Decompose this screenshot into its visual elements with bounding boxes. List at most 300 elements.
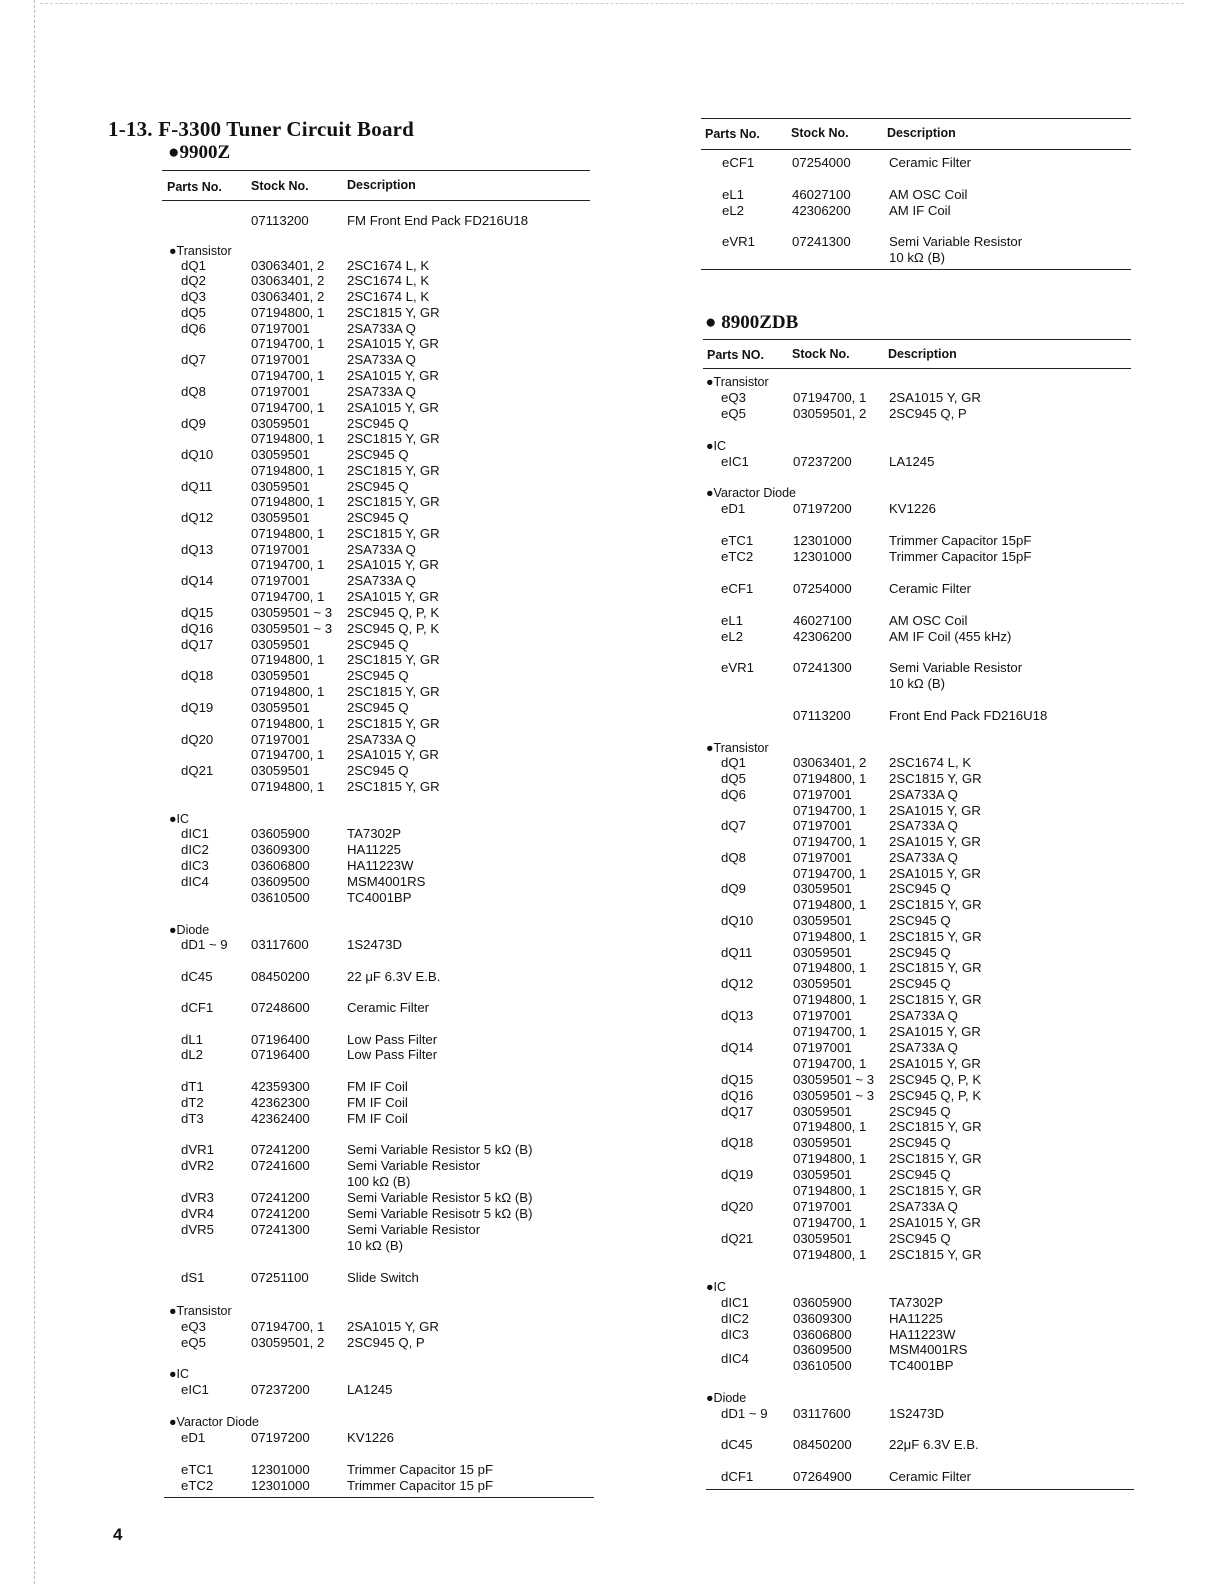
right-col-description: Description [888,347,957,361]
table-row [703,913,1131,929]
stock-no-cell: 07194800, 1 [793,929,867,944]
stock-no-cell: 03059501 [251,700,310,715]
table-row [703,1088,1131,1104]
description-cell: 2SC1815 Y, GR [889,1119,982,1134]
part-no-cell: dD1 ~ 9 [721,1406,768,1421]
table-row [162,526,590,542]
description-cell: 2SC1815 Y, GR [889,960,982,975]
table-row [162,305,590,321]
part-no-cell: dQ13 [721,1008,754,1023]
description-cell: 2SA1015 Y, GR [347,400,439,415]
description-cell: Front End Pack FD216U18 [889,708,1048,723]
description-cell: TA7302P [889,1295,944,1310]
part-no-cell: eL2 [722,203,745,218]
part-no-cell: eTC2 [721,549,754,564]
description-cell: 2SC945 Q [889,945,951,960]
stock-no-cell: 03117600 [251,937,309,952]
description-cell: Low Pass Filter [347,1032,438,1047]
stock-no-cell: 42306200 [792,203,851,218]
part-no-cell: dQ6 [181,321,206,336]
table-row [162,400,590,416]
right-top-end-rule [701,269,1131,270]
stock-no-cell: 03059501 [251,416,310,431]
stock-no-cell: 03059501 [793,1104,852,1119]
description-cell: 2SA733A Q [889,1008,958,1023]
table-row [703,1024,1131,1040]
part-no-cell: dQ9 [181,416,206,431]
description-cell: 10 kΩ (B) [889,676,946,691]
part-no-cell: dIC4 [721,1351,749,1366]
table-row [162,716,590,732]
group-heading: ●Diode [169,923,210,937]
part-no-cell: dVR5 [181,1222,214,1237]
part-no-cell: dCF1 [721,1469,754,1484]
part-no-cell: eVR1 [721,660,754,675]
table-row [703,1199,1131,1215]
table-row [701,234,1131,250]
table-row [162,652,590,668]
part-no-cell: dIC2 [181,842,209,857]
stock-no-cell: 07241300 [792,234,851,249]
stock-no-cell: 07194700, 1 [251,589,325,604]
part-no-cell: dQ7 [721,818,746,833]
stock-no-cell: 03609500 [251,874,310,889]
description-cell: 2SA733A Q [347,732,416,747]
stock-no-cell: 07194700, 1 [251,336,325,351]
stock-no-cell: 07194700, 1 [793,1024,867,1039]
stock-no-cell: 07194700, 1 [793,866,867,881]
right-header-bottom-rule [703,368,1131,369]
description-cell: 2SC945 Q [347,700,409,715]
stock-no-cell: 08450200 [793,1437,852,1452]
table-row [162,668,590,684]
left-header-top-rule [162,170,590,171]
stock-no-cell: 03059501 ~ 3 [793,1072,875,1087]
table-row [162,621,590,637]
stock-no-cell: 07194700, 1 [793,390,867,405]
table-row [703,1183,1131,1199]
description-cell: 2SA1015 Y, GR [347,368,439,383]
stock-no-cell: 07194700, 1 [251,747,325,762]
table-row [162,368,590,384]
table-row [162,732,590,748]
stock-no-cell: 07194700, 1 [251,400,325,415]
table-row [703,803,1131,819]
description-cell: TC4001BP [347,890,412,905]
stock-no-cell: 07197001 [793,787,852,802]
part-no-cell: dL1 [181,1032,204,1047]
description-cell: 2SC945 Q [347,763,409,778]
table-row [703,992,1131,1008]
description-cell: 2SC945 Q [889,1231,951,1246]
part-no-cell: eD1 [721,501,746,516]
part-no-cell: dQ1 [181,258,206,273]
description-cell: Semi Variable Resistor [889,234,1023,249]
stock-no-cell: 07251100 [251,1270,309,1285]
description-cell: 2SC945 Q [889,881,951,896]
stock-no-cell: 07197001 [251,542,310,557]
table-row [162,431,590,447]
part-no-cell: dQ18 [721,1135,754,1150]
right-top-header-bottom-rule [701,149,1131,150]
page-top-edge [40,3,1184,4]
description-cell: 2SC1815 Y, GR [347,494,440,509]
part-no-cell: dC45 [181,969,213,984]
table-row [703,1167,1131,1183]
description-cell: 2SA1015 Y, GR [347,1319,439,1334]
table-row [703,1311,1131,1327]
stock-no-cell: 03059501 ~ 3 [251,605,333,620]
description-cell: 2SA733A Q [347,384,416,399]
table-row [703,850,1131,866]
stock-no-cell: 12301000 [251,1478,310,1493]
description-cell: 2SC945 Q, P, K [347,605,440,620]
stock-no-cell: 03059501, 2 [251,1335,325,1350]
stock-no-cell: 07241600 [251,1158,310,1173]
group-heading: ●Transistor [169,244,232,258]
table-row [162,1174,590,1190]
description-cell: 10 kΩ (B) [347,1238,404,1253]
part-no-cell: dQ12 [181,510,214,525]
description-cell: 2SC1815 Y, GR [347,684,440,699]
table-row [703,771,1131,787]
stock-no-cell: 07254000 [793,581,852,596]
stock-no-cell: 07194700, 1 [793,803,867,818]
description-cell: 2SA733A Q [347,573,416,588]
part-no-cell: dCF1 [181,1000,214,1015]
stock-no-cell: 07197001 [251,352,310,367]
description-cell: 2SC945 Q, P, K [347,621,440,636]
part-no-cell: dQ11 [181,479,213,494]
table-row [162,1047,590,1063]
description-cell: 2SC945 Q [889,913,951,928]
part-no-cell: dQ7 [181,352,206,367]
stock-no-cell: 03059501 [251,447,310,462]
table-row [703,390,1131,406]
table-row [703,866,1131,882]
table-row [703,755,1131,771]
description-cell: 2SC1674 L, K [347,289,430,304]
table-row [162,1190,590,1206]
stock-no-cell: 03059501 [793,881,852,896]
stock-no-cell: 07194800, 1 [793,1247,867,1262]
description-cell: FM IF Coil [347,1095,408,1110]
description-cell: 2SC945 Q, P [889,406,967,421]
stock-no-cell: 07194800, 1 [793,897,867,912]
table-row [701,187,1131,203]
table-row [162,1222,590,1238]
description-cell: AM IF Coil (455 kHz) [889,629,1012,644]
description-cell: Semi Variable Resistor 5 kΩ (B) [347,1142,533,1157]
stock-no-cell: 07197001 [251,321,310,336]
table-row [162,1382,590,1398]
description-cell: 2SC945 Q, P, K [889,1088,982,1103]
description-cell: 2SA733A Q [889,1199,958,1214]
stock-no-cell: 07194800, 1 [251,431,325,446]
stock-no-cell: 07194800, 1 [251,305,325,320]
stock-no-cell: 03063401, 2 [793,755,867,770]
stock-no-cell: 03059501 [251,763,310,778]
stock-no-cell: 03609500 [793,1342,852,1357]
description-cell: Trimmer Capacitor 15 pF [347,1478,494,1493]
stock-no-cell: 07194700, 1 [251,368,325,383]
stock-no-cell: 03609300 [793,1311,852,1326]
table-row [162,573,590,589]
part-no-cell: dQ2 [181,273,206,288]
description-cell: 2SC945 Q, P, K [889,1072,982,1087]
stock-no-cell: 07197001 [793,1199,852,1214]
part-no-cell: eTC1 [721,533,754,548]
description-cell: Semi Variable Resistor [889,660,1023,675]
stock-no-cell: 46027100 [793,613,852,628]
table-row [162,1158,590,1174]
description-cell: 1S2473D [347,937,402,952]
stock-no-cell: 07197001 [793,1040,852,1055]
stock-no-cell: 03063401, 2 [251,273,325,288]
description-cell: 2SA733A Q [889,1040,958,1055]
description-cell: FM Front End Pack FD216U18 [347,213,529,228]
table-row [703,1231,1131,1247]
table-row [162,1462,590,1478]
stock-no-cell: 03605900 [251,826,310,841]
description-cell: 2SC1674 L, K [889,755,972,770]
table-row [162,1142,590,1158]
stock-no-cell: 03609300 [251,842,310,857]
right-header-top-rule [703,339,1131,340]
stock-no-cell: 07197001 [251,573,310,588]
stock-no-cell: 07194800, 1 [793,1119,867,1134]
stock-no-cell: 03059501 [793,1231,852,1246]
description-cell: Semi Variable Resistor 5 kΩ (B) [347,1190,533,1205]
stock-no-cell: 42306200 [793,629,852,644]
description-cell: Ceramic Filter [889,155,972,170]
part-no-cell: eQ5 [721,406,746,421]
part-no-cell: eIC1 [721,454,749,469]
stock-no-cell: 03606800 [251,858,310,873]
table-row [162,1111,590,1127]
description-cell: KV1226 [889,501,936,516]
group-heading: ●IC [169,1367,190,1381]
part-no-cell: dL2 [181,1047,204,1062]
description-cell: 2SC1815 Y, GR [889,1247,982,1262]
description-cell: 2SA1015 Y, GR [889,1056,981,1071]
left-col-parts: Parts No. [167,180,222,194]
table-row [162,937,590,953]
table-row [162,1000,590,1016]
part-no-cell: dIC1 [721,1295,749,1310]
stock-no-cell: 07248600 [251,1000,310,1015]
table-row [703,613,1131,629]
group-heading: ●Transistor [706,375,769,389]
stock-no-cell: 07194800, 1 [251,779,325,794]
stock-no-cell: 03059501 [793,945,852,960]
part-no-cell: dQ16 [181,621,214,636]
part-no-cell: dQ6 [721,787,746,802]
table-row [162,589,590,605]
table-row [162,763,590,779]
right-top-header-top-rule [701,118,1131,119]
table-row [703,1056,1131,1072]
stock-no-cell: 03059501 [793,1167,852,1182]
stock-no-cell: 07197001 [793,818,852,833]
table-row [703,676,1131,692]
stock-no-cell: 03059501 [251,637,310,652]
group-heading: ●Transistor [169,1304,232,1318]
stock-no-cell: 03059501 [251,479,310,494]
description-cell: HA11225 [889,1311,944,1326]
table-row [703,1135,1131,1151]
part-no-cell: dQ14 [721,1040,754,1055]
group-heading: ●IC [706,1280,727,1294]
part-no-cell: dIC3 [721,1327,749,1342]
group-heading: ●Transistor [706,741,769,755]
stock-no-cell: 07241200 [251,1206,310,1221]
table-row [703,1104,1131,1120]
stock-no-cell: 03117600 [793,1406,851,1421]
table-row [703,1406,1131,1422]
stock-no-cell: 07196400 [251,1032,310,1047]
description-cell: 2SC1815 Y, GR [347,431,440,446]
group-heading: ●IC [169,812,190,826]
table-row [703,501,1131,517]
description-cell: 2SA733A Q [889,787,958,802]
stock-no-cell: 07194700, 1 [793,834,867,849]
description-cell: 2SA733A Q [347,352,416,367]
stock-no-cell: 07194800, 1 [793,771,867,786]
stock-no-cell: 07194700, 1 [793,1056,867,1071]
part-no-cell: dS1 [181,1270,205,1285]
table-row [162,416,590,432]
description-cell: 2SC1815 Y, GR [347,526,440,541]
right-top-col-description: Description [887,126,956,140]
stock-no-cell: 12301000 [793,533,852,548]
stock-no-cell: 07194800, 1 [251,463,325,478]
description-cell: 2SC1815 Y, GR [347,305,440,320]
left-col-description: Description [347,178,416,192]
group-heading: ●Varactor Diode [169,1415,259,1429]
table-row [703,629,1131,645]
part-no-cell: dIC1 [181,826,209,841]
table-row [162,637,590,653]
table-row [703,708,1131,724]
table-row [703,1327,1131,1343]
stock-no-cell: 07241200 [251,1142,310,1157]
description-cell: 2SA1015 Y, GR [889,390,981,405]
table-row [162,1319,590,1335]
description-cell: 2SC1815 Y, GR [889,1151,982,1166]
description-cell: 22 μF 6.3V E.B. [347,969,441,984]
stock-no-cell: 07197001 [793,1008,852,1023]
table-row [703,1151,1131,1167]
table-row [703,960,1131,976]
stock-no-cell: 07197001 [251,732,310,747]
table-row [703,976,1131,992]
description-cell: 2SA1015 Y, GR [889,1024,981,1039]
table-row [162,1478,590,1494]
description-cell: Ceramic Filter [889,1469,972,1484]
stock-no-cell: 07264900 [793,1469,852,1484]
page-number: 4 [113,1525,123,1544]
description-cell: Slide Switch [347,1270,419,1285]
table-row [162,1238,590,1254]
table-row [162,542,590,558]
table-row [162,969,590,985]
part-no-cell: dIC2 [721,1311,749,1326]
part-no-cell: eCF1 [721,581,754,596]
stock-no-cell: 03063401, 2 [251,258,325,273]
part-no-cell: dQ10 [721,913,754,928]
stock-no-cell: 07113200 [251,213,309,228]
description-cell: 2SA1015 Y, GR [889,866,981,881]
stock-no-cell: 46027100 [792,187,851,202]
table-row [162,479,590,495]
description-cell: Semi Variable Resistor [347,1158,481,1173]
part-no-cell: dQ17 [721,1104,754,1119]
description-cell: Trimmer Capacitor 15pF [889,533,1032,548]
right-top-col-stock: Stock No. [791,126,849,140]
group-heading: ●Diode [706,1391,747,1405]
table-row [703,818,1131,834]
table-row [701,155,1131,171]
part-no-cell: eL2 [721,629,744,644]
description-cell: 2SC945 Q [347,447,409,462]
part-no-cell: dQ19 [721,1167,754,1182]
description-cell: Trimmer Capacitor 15pF [889,549,1032,564]
part-no-cell: eQ3 [721,390,746,405]
table-row [703,1437,1131,1453]
description-cell: 1S2473D [889,1406,944,1421]
stock-no-cell: 03059501 [793,913,852,928]
description-cell: 2SC1815 Y, GR [889,992,982,1007]
table-row [162,213,590,229]
part-no-cell: eL1 [722,187,745,202]
description-cell: TC4001BP [889,1358,954,1373]
table-row [162,700,590,716]
stock-no-cell: 03059501 [251,510,310,525]
description-cell: FM IF Coil [347,1079,408,1094]
stock-no-cell: 07194800, 1 [793,1183,867,1198]
table-row [703,660,1131,676]
stock-no-cell: 07194700, 1 [251,1319,325,1334]
table-row [162,258,590,274]
part-no-cell: dQ20 [181,732,214,747]
stock-no-cell: 03059501 [793,1135,852,1150]
table-row [703,1295,1131,1311]
table-row [162,447,590,463]
part-no-cell: dQ18 [181,668,214,683]
table-row [703,454,1131,470]
description-cell: 2SC945 Q [347,668,409,683]
table-row [701,203,1131,219]
description-cell: 2SC1815 Y, GR [889,1183,982,1198]
description-cell: 2SC945 Q [889,976,951,991]
stock-no-cell: 07197200 [793,501,852,516]
group-heading: ●Varactor Diode [706,486,796,500]
table-row [703,881,1131,897]
group-heading: ●IC [706,439,727,453]
table-row [162,557,590,573]
table-row [703,834,1131,850]
part-no-cell: dVR2 [181,1158,214,1173]
stock-no-cell: 07197200 [251,1430,310,1445]
part-no-cell: dQ19 [181,700,214,715]
table-row [162,1032,590,1048]
description-cell: 2SA1015 Y, GR [347,747,439,762]
stock-no-cell: 03059501 ~ 3 [251,621,333,636]
description-cell: 2SC945 Q [347,479,409,494]
description-cell: Semi Variable Resisotr 5 kΩ (B) [347,1206,533,1221]
description-cell: 2SC1815 Y, GR [347,652,440,667]
